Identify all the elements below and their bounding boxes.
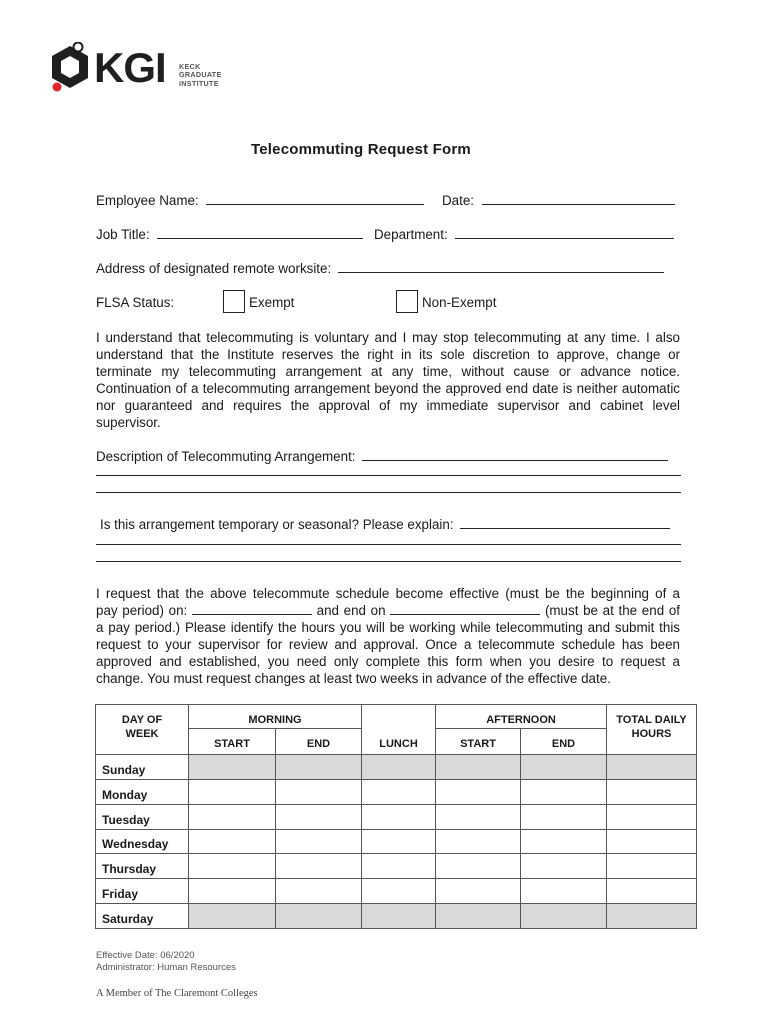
- schedule-row-wednesday: [96, 829, 697, 854]
- request-paragraph: [96, 585, 680, 687]
- total-hours-cell[interactable]: [607, 829, 697, 854]
- schedule-row-tuesday: [96, 804, 697, 829]
- lunch-cell[interactable]: [362, 755, 436, 780]
- lunch-cell[interactable]: [362, 829, 436, 854]
- job-title-field[interactable]: [157, 226, 363, 239]
- morning-start-header: START: [189, 729, 276, 755]
- afternoon-end-header: END: [521, 729, 607, 755]
- morning-end-cell[interactable]: [276, 804, 362, 829]
- request-line-rest: a pay period.) Please identify the hours you will be working while telecommuting and submit this request to your supervisor for review and approval. Once a telecommute schedule has been approved and established, you need only complete this form when you desire to request a change. You must request changes at least two weeks in advance of the effective date.: [96, 620, 680, 686]
- temporary-row: [100, 516, 670, 533]
- non-exempt-checkbox[interactable]: [396, 290, 418, 313]
- morning-start-cell[interactable]: [189, 780, 276, 805]
- afternoon-header: AFTERNOON: [436, 705, 607, 729]
- total-hours-cell[interactable]: [607, 854, 697, 879]
- request-line-1: I request that the above telecommute schedule become effective (must be the beginning of a: [96, 586, 680, 601]
- morning-start-cell[interactable]: [189, 854, 276, 879]
- date-row: [442, 192, 675, 209]
- lunch-cell[interactable]: [362, 879, 436, 904]
- lunch-header: LUNCH: [362, 705, 436, 755]
- morning-end-header: END: [276, 729, 362, 755]
- morning-start-cell[interactable]: [189, 804, 276, 829]
- address-row: [96, 260, 664, 277]
- description-line-2[interactable]: [96, 463, 681, 476]
- logo-subtext: KECK GRADUATE INSTITUTE: [179, 62, 222, 88]
- lunch-cell[interactable]: [362, 780, 436, 805]
- job-title-label: Job Title:: [96, 227, 150, 242]
- kgi-logo: [46, 42, 236, 94]
- department-row: [374, 226, 674, 243]
- schedule-row-sunday: [96, 755, 697, 780]
- lunch-cell[interactable]: [362, 903, 436, 928]
- day-label: Monday: [96, 780, 189, 805]
- address-field[interactable]: [338, 260, 664, 273]
- morning-start-cell[interactable]: [189, 903, 276, 928]
- day-label: Wednesday: [96, 829, 189, 854]
- exempt-label: Exempt: [249, 295, 295, 310]
- schedule-row-monday: [96, 780, 697, 805]
- logo-wordmark: KGI: [94, 44, 166, 91]
- afternoon-start-cell[interactable]: [436, 879, 521, 904]
- morning-start-cell[interactable]: [189, 879, 276, 904]
- total-hours-cell[interactable]: [607, 780, 697, 805]
- non-exempt-label: Non-Exempt: [422, 295, 497, 310]
- department-label: Department:: [374, 227, 448, 242]
- footer-meta: [96, 950, 236, 974]
- effective-start-field[interactable]: [192, 602, 312, 615]
- morning-start-cell[interactable]: [189, 755, 276, 780]
- request-line-2: pay period) on: and end on (must be at the end of: [96, 603, 680, 618]
- address-label: Address of designated remote worksite:: [96, 261, 332, 276]
- day-label: Thursday: [96, 854, 189, 879]
- schedule-row-friday: [96, 879, 697, 904]
- afternoon-end-cell[interactable]: [521, 879, 607, 904]
- total-hours-cell[interactable]: [607, 804, 697, 829]
- morning-header: MORNING: [189, 705, 362, 729]
- total-hours-cell[interactable]: [607, 903, 697, 928]
- afternoon-start-cell[interactable]: [436, 804, 521, 829]
- employee-name-row: [96, 192, 424, 209]
- flsa-status-label: FLSA Status:: [96, 295, 175, 310]
- morning-end-cell[interactable]: [276, 755, 362, 780]
- afternoon-end-cell[interactable]: [521, 780, 607, 805]
- afternoon-end-cell[interactable]: [521, 755, 607, 780]
- afternoon-start-cell[interactable]: [436, 829, 521, 854]
- department-field[interactable]: [455, 226, 674, 239]
- description-label: Description of Telecommuting Arrangement:: [96, 449, 356, 464]
- job-title-row: [96, 226, 363, 243]
- morning-end-cell[interactable]: [276, 780, 362, 805]
- morning-end-cell[interactable]: [276, 903, 362, 928]
- schedule-row-thursday: [96, 854, 697, 879]
- exempt-checkbox[interactable]: [223, 290, 245, 313]
- morning-start-cell[interactable]: [189, 829, 276, 854]
- day-of-week-header: DAY OF WEEK: [96, 705, 189, 755]
- effective-end-field[interactable]: [390, 602, 540, 615]
- temporary-field[interactable]: [460, 516, 670, 529]
- afternoon-start-cell[interactable]: [436, 854, 521, 879]
- afternoon-start-cell[interactable]: [436, 755, 521, 780]
- administrator: Administrator: Human Resources: [96, 962, 236, 973]
- day-label: Sunday: [96, 755, 189, 780]
- employee-name-label: Employee Name:: [96, 193, 199, 208]
- form-title: Telecommuting Request Form: [251, 141, 471, 158]
- total-hours-cell[interactable]: [607, 755, 697, 780]
- day-label: Saturday: [96, 903, 189, 928]
- afternoon-end-cell[interactable]: [521, 854, 607, 879]
- date-field[interactable]: [482, 192, 675, 205]
- afternoon-start-header: START: [436, 729, 521, 755]
- temporary-label: Is this arrangement temporary or seasonal? Please explain:: [100, 517, 454, 532]
- date-label: Date:: [442, 193, 475, 208]
- kgi-logo-icon: [46, 42, 96, 94]
- temporary-line-3[interactable]: [96, 549, 681, 562]
- telecommuting-acknowledgement: I understand that telecommuting is voluntary and I may stop telecommuting at any time. I also understand that the Institute reserves the right in its sole discretion to approve, change or terminate my telecommuting arrangement at any time, without cause or advance notice. Continuation of a telecommuting arrangement beyond the approved end date is neither automatic nor guaranteed and requires the approval of my immediate supervisor and cabinet level supervisor.: [96, 330, 680, 430]
- description-field[interactable]: [362, 448, 668, 461]
- schedule-row-saturday: [96, 903, 697, 928]
- afternoon-end-cell[interactable]: [521, 829, 607, 854]
- employee-name-field[interactable]: [206, 192, 424, 205]
- morning-end-cell[interactable]: [276, 854, 362, 879]
- total-daily-hours-header: TOTAL DAILY HOURS: [607, 705, 697, 755]
- afternoon-end-cell[interactable]: [521, 903, 607, 928]
- morning-end-cell[interactable]: [276, 829, 362, 854]
- day-label: Tuesday: [96, 804, 189, 829]
- schedule-table: [95, 704, 697, 929]
- claremont-member-note: A Member of The Claremont Colleges: [96, 988, 258, 999]
- afternoon-start-cell[interactable]: [436, 903, 521, 928]
- morning-end-cell[interactable]: [276, 879, 362, 904]
- effective-date: Effective Date: 06/2020: [96, 950, 195, 961]
- total-hours-cell[interactable]: [607, 879, 697, 904]
- afternoon-end-cell[interactable]: [521, 804, 607, 829]
- temporary-line-2[interactable]: [96, 532, 681, 545]
- afternoon-start-cell[interactable]: [436, 780, 521, 805]
- lunch-cell[interactable]: [362, 854, 436, 879]
- description-line-3[interactable]: [96, 480, 681, 493]
- day-label: Friday: [96, 879, 189, 904]
- lunch-cell[interactable]: [362, 804, 436, 829]
